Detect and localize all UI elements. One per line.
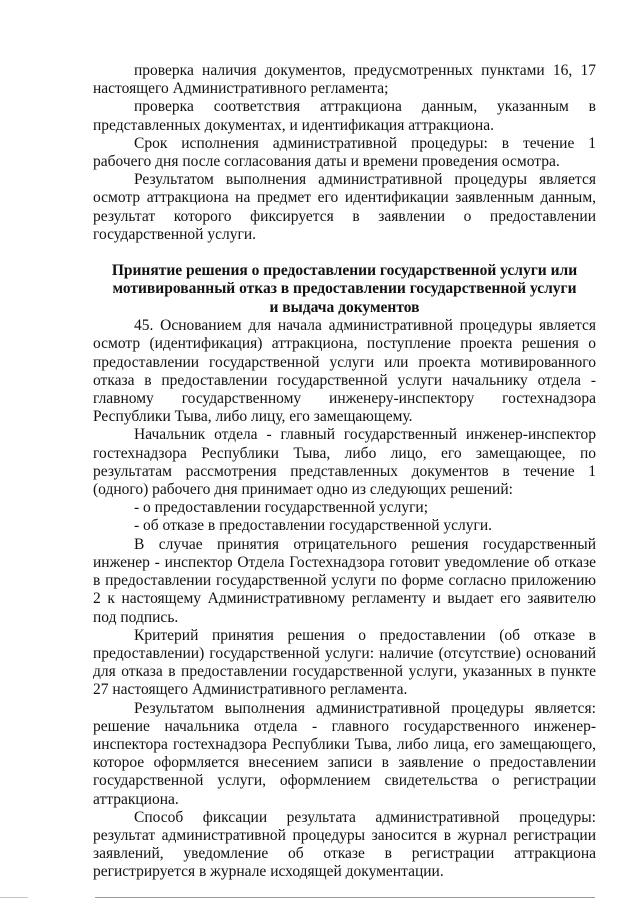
paragraph-negative-decision: В случае принятия отрицательного решения государственный инженер - инспектор Отдела Гостехнадзора готовит уведомление об отказе в предоставлении государственной услуги по форме согласно приложению 2 к настоящему Административному регламенту и выдает его заявителю под подпись. bbox=[93, 535, 596, 626]
paragraph-attraction-check: проверка соответствия аттракциона данным, указанным в представленных документах, и идентификация аттракциона. bbox=[93, 98, 596, 134]
paragraph-recording-method: Способ фиксации результата административной процедуры: результат административной процедуры заносится в журнал регистрации заявлений, уведомление об отказе в регистрации аттракциона регистрируется в журнале исходящей документации. bbox=[93, 808, 596, 881]
paragraph-inspection-result: Результатом выполнения административной процедуры является осмотр аттракциона на предмет его идентификации заявленным данным, результат которого фиксируется в заявлении о предоставлении государственной услуги. bbox=[93, 171, 596, 243]
list-item-refusal: - об отказе в предоставлении государственной услуги. bbox=[134, 517, 493, 535]
document-body bbox=[93, 62, 596, 882]
scan-bottom-line bbox=[95, 897, 595, 898]
section-heading-line-3: и выдача документов bbox=[269, 298, 420, 316]
paragraph-45: 45. Основанием для начала административной процедуры является осмотр (идентификация) аттракциона, поступление проекта решения о предоставлении государственной услуги или проекта мотивированного отказа в предоставлении государственной услуги начальнику отдела - главному государственному инженеру-инспектору гостехнадзора Республики Тыва, либо лицу, его замещающему. bbox=[93, 317, 596, 426]
list-item-grant: - о предоставлении государственной услуги; bbox=[134, 499, 429, 517]
section-heading-line-1: Принятие решения о предоставлении государственной услуги или bbox=[111, 262, 578, 280]
paragraph-head-decision: Начальник отдела - главный государственный инженер-инспектор гостехнадзора Республики Тыва, либо лицо, его замещающее, по результатам рассмотрения представленных документов в течение 1 (одного) рабочего дня принимает одно из следующих решений: bbox=[93, 426, 596, 499]
paragraph-procedure-result: Результатом выполнения административной процедуры является: решение начальника отдела - главного государственного инженер-инспектора гостехнадзора Республики Тыва, либо лица, его замещающего, которое оформляется внесением записи в заявление о предоставлении государственной услуги, оформлением свидетельства о регистрации аттракциона. bbox=[93, 699, 596, 808]
paragraph-deadline: Срок исполнения административной процедуры: в течение 1 рабочего дня после согласования даты и времени проведения осмотра. bbox=[93, 134, 596, 171]
section-heading-line-2: мотивированный отказ в предоставлении государственной услуги bbox=[112, 280, 577, 298]
section-heading bbox=[93, 262, 596, 317]
scan-edge-line bbox=[0, 897, 28, 898]
paragraph-decision-criterion: Критерий принятия решения о предоставлении (об отказе в предоставлении) государственной услуги: наличие (отсутствие) оснований для отказа в предоставлении государственной услуги, указанных в пункте 27 настоящего Административного регламента. bbox=[93, 626, 596, 699]
paragraph-documents-check: проверка наличия документов, предусмотренных пунктами 16, 17 настоящего Административного регламента; bbox=[93, 62, 596, 98]
